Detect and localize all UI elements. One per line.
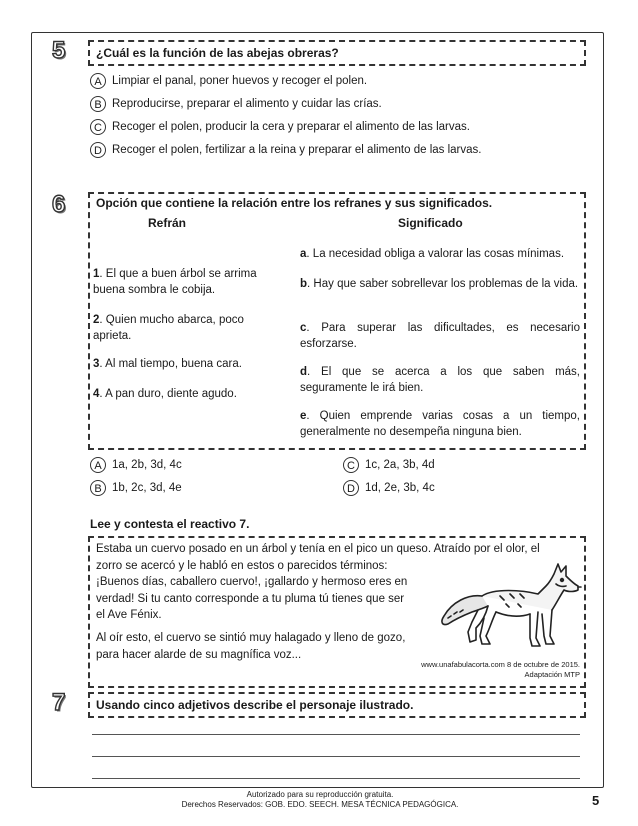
option-text: 1d, 2e, 3b, 4c	[365, 482, 435, 494]
source-citation: www.unafabulacorta.com 8 de octubre de 2015. Adaptación MTP	[421, 660, 580, 679]
option-letter: C	[90, 119, 106, 135]
refran-3: 3. Al mal tiempo, buena cara.	[93, 358, 242, 370]
question-5-box	[88, 40, 586, 66]
option-a[interactable]	[90, 456, 182, 474]
significado-a: a. La necesidad obliga a valorar las cosas mínimas.	[300, 248, 565, 260]
answer-line-3[interactable]	[92, 778, 580, 779]
reading-box	[88, 536, 586, 688]
option-text: 1c, 2a, 3b, 4d	[365, 459, 435, 471]
option-letter: D	[343, 480, 359, 496]
question-5-text: ¿Cuál es la función de las abejas obreras?	[96, 46, 339, 60]
question-5-number: 5	[52, 37, 66, 64]
refran-1: 1. El que a buen árbol se arrima buena sombra le cobija.	[93, 268, 257, 296]
reading-instruction: Lee y contesta el reactivo 7.	[90, 517, 250, 531]
answer-line-1[interactable]	[92, 734, 580, 735]
option-letter: D	[90, 142, 106, 158]
option-letter: A	[90, 457, 106, 473]
option-b[interactable]	[90, 479, 182, 497]
option-text: 1b, 2c, 3d, 4e	[112, 482, 182, 494]
option-c[interactable]	[90, 118, 481, 136]
footer: Autorizado para su reproducción gratuita. Derechos Reservados: GOB. EDO. SEECH. MESA TÉCNICA PEDAGÓGICA.	[181, 790, 459, 809]
option-letter: B	[90, 480, 106, 496]
question-5-options	[90, 72, 481, 159]
answer-line-2[interactable]	[92, 756, 580, 757]
option-b[interactable]	[90, 95, 481, 113]
significado-b: b. Hay que saber sobrellevar los problemas de la vida.	[300, 278, 579, 290]
option-letter: A	[90, 73, 106, 89]
question-7-text: Usando cinco adjetivos describe el personaje ilustrado.	[96, 698, 414, 712]
option-text: 1a, 2b, 3d, 4c	[112, 459, 182, 471]
option-text: Reproducirse, preparar el alimento y cuidar las crías.	[112, 98, 382, 110]
option-text: Recoger el polen, fertilizar a la reina y preparar el alimento de las larvas.	[112, 144, 482, 156]
option-text: Limpiar el panal, poner huevos y recoger el polen.	[112, 75, 368, 87]
question-6-number: 6	[52, 191, 66, 218]
significado-d: d. El que se acerca a los que saben más, seguramente le irá bien.	[300, 366, 580, 394]
column-significado: Significado	[398, 216, 463, 230]
question-7-box	[88, 692, 586, 718]
option-letter: C	[343, 457, 359, 473]
column-refran: Refrán	[148, 216, 187, 230]
significado-e: e. Quien emprende varias cosas a un tiempo, generalmente no desempeña ninguna bien.	[300, 410, 580, 438]
option-d[interactable]	[343, 479, 435, 497]
refran-2: 2. Quien mucho abarca, poco aprieta.	[93, 314, 244, 342]
page-number: 5	[592, 793, 600, 808]
fox-illustration	[438, 556, 584, 656]
question-6-box	[88, 192, 586, 450]
question-7-number: 7	[52, 689, 66, 716]
option-letter: B	[90, 96, 106, 112]
option-c[interactable]	[343, 456, 435, 474]
question-6-text: Opción que contiene la relación entre los refranes y sus significados.	[96, 196, 493, 210]
refran-4: 4. A pan duro, diente agudo.	[93, 388, 237, 400]
option-text: Recoger el polen, producir la cera y preparar el alimento de las larvas.	[112, 121, 470, 133]
story-paragraph-1: Estaba un cuervo posado en un árbol y tenía en el pico un queso. Atraído por el olor, el zorro se acercó y le habló en estos o parecidos términos: ¡Buenos días, caballero cuervo!, ¡gallardo y hermoso eres en verdad! Si tu canto corresponde a tu pluma tú tienes que ser el Ave Fénix.	[96, 543, 540, 621]
option-a[interactable]	[90, 72, 481, 90]
option-d[interactable]	[90, 141, 481, 159]
story-paragraph-2: Al oír esto, el cuervo se sintió muy halagado y lleno de gozo, para hacer alarde de su magnífica voz...	[96, 632, 406, 661]
significado-c: c. Para superar las dificultades, es necesario esforzarse.	[300, 322, 580, 350]
